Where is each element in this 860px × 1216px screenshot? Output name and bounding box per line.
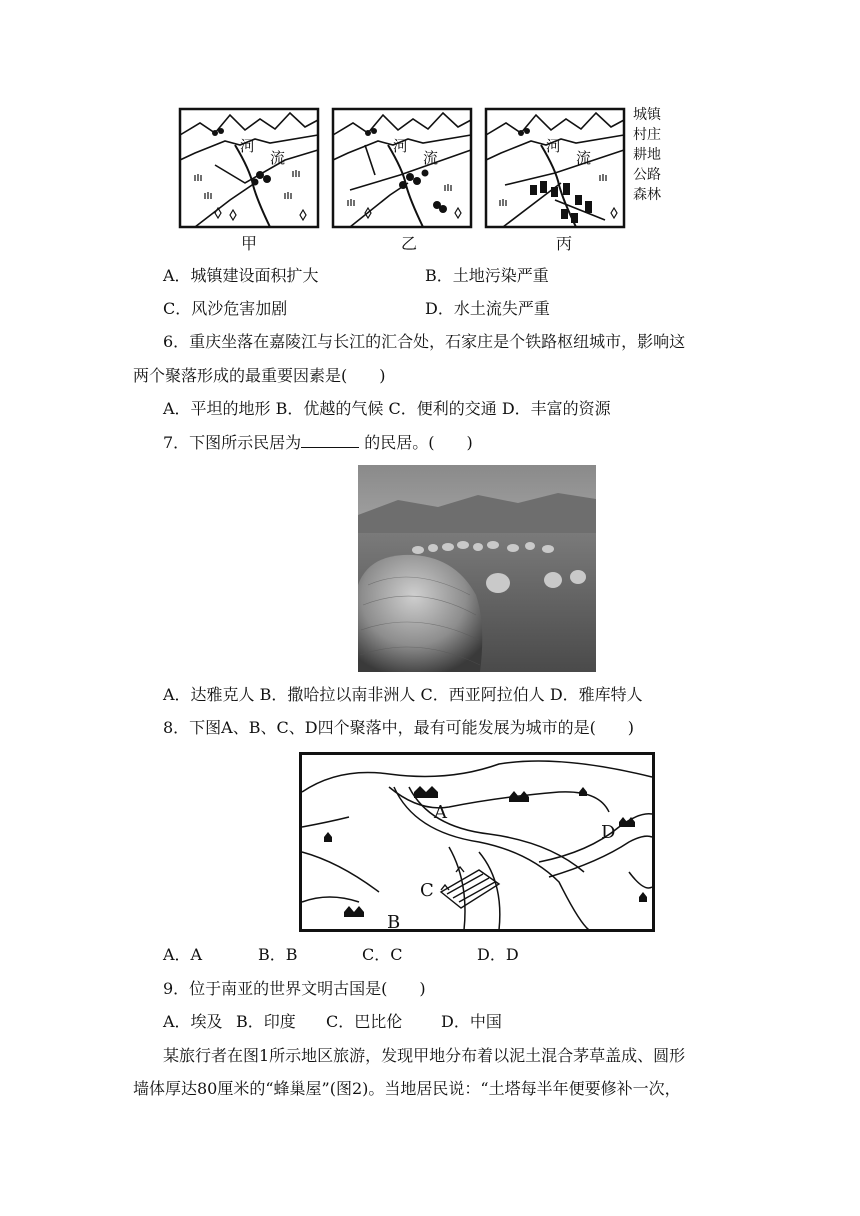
river-char-4: 流	[423, 149, 439, 167]
panel-label-bing: 丙	[556, 234, 573, 253]
q6-options: A．平坦的地形 B．优越的气候 C．便利的交通 D．丰富的资源	[163, 399, 611, 418]
q8-option-c: C．C	[362, 945, 403, 964]
q9-option-a: A．埃及	[163, 1012, 223, 1031]
legend-town: 城镇	[633, 107, 661, 123]
q9-option-c: C．巴比伦	[326, 1012, 403, 1031]
settlement-map	[299, 752, 655, 932]
q5-option-d: D．水土流失严重	[425, 299, 550, 318]
q8-stem: 8．下图A、B、C、D四个聚落中，最有可能发展为城市的是( )	[163, 718, 635, 737]
q9-option-d: D．中国	[441, 1012, 502, 1031]
panel-label-yi: 乙	[401, 234, 418, 253]
q7-stem	[163, 432, 473, 454]
q8-option-d: D．D	[477, 945, 519, 964]
q7-stem-before: 7．下图所示民居为	[163, 433, 302, 452]
beehive-hut-photo	[358, 465, 596, 672]
legend-road: 公路	[633, 167, 661, 183]
q8-option-a: A．A	[163, 945, 203, 964]
q9-option-b: B．印度	[236, 1012, 296, 1031]
passage-line2: 墙体厚达80厘米的“蜂巢屋”(图2)。当地居民说：“土塔每半年便要修补一次，	[133, 1079, 681, 1098]
river-char-2: 流	[270, 149, 286, 167]
map-legend	[633, 105, 661, 205]
legend-forest: 森林	[633, 187, 661, 203]
legend-village: 村庄	[633, 127, 661, 143]
river-char-6: 流	[576, 149, 592, 167]
q8-option-b: B．B	[258, 945, 298, 964]
q7-options: A．达雅克人 B．撒哈拉以南非洲人 C．西亚阿拉伯人 D．雅库特人	[163, 685, 643, 704]
river-char-3: 河	[393, 137, 409, 155]
q5-option-c: C．风沙危害加剧	[163, 299, 288, 318]
q6-stem-line1: 6．重庆坐落在嘉陵江与长江的汇合处，石家庄是个铁路枢纽城市，影响这	[163, 332, 686, 351]
panel-label-jia: 甲	[241, 234, 258, 253]
settlement-label-a: A	[434, 802, 447, 823]
q7-answer-blank	[301, 433, 359, 448]
q6-stem-line2: 两个聚落形成的最重要因素是( )	[133, 366, 386, 385]
q5-option-a: A．城镇建设面积扩大	[163, 266, 319, 285]
settlement-label-b: B	[387, 912, 401, 933]
q7-stem-after: 的民居。( )	[359, 433, 473, 452]
q9-stem: 9．位于南亚的世界文明古国是( )	[163, 979, 426, 998]
settlement-label-c: C	[420, 880, 434, 901]
hut-photo-svg	[358, 465, 596, 672]
settlement-label-d: D	[601, 822, 616, 843]
passage-line1: 某旅行者在图1所示地区旅游，发现甲地分布着以泥土混合茅草盖成、圆形	[163, 1046, 686, 1065]
river-char-5: 河	[546, 137, 562, 155]
river-char-1: 河	[240, 137, 256, 155]
q5-option-b: B．土地污染严重	[425, 266, 549, 285]
legend-farmland: 耕地	[633, 147, 661, 163]
